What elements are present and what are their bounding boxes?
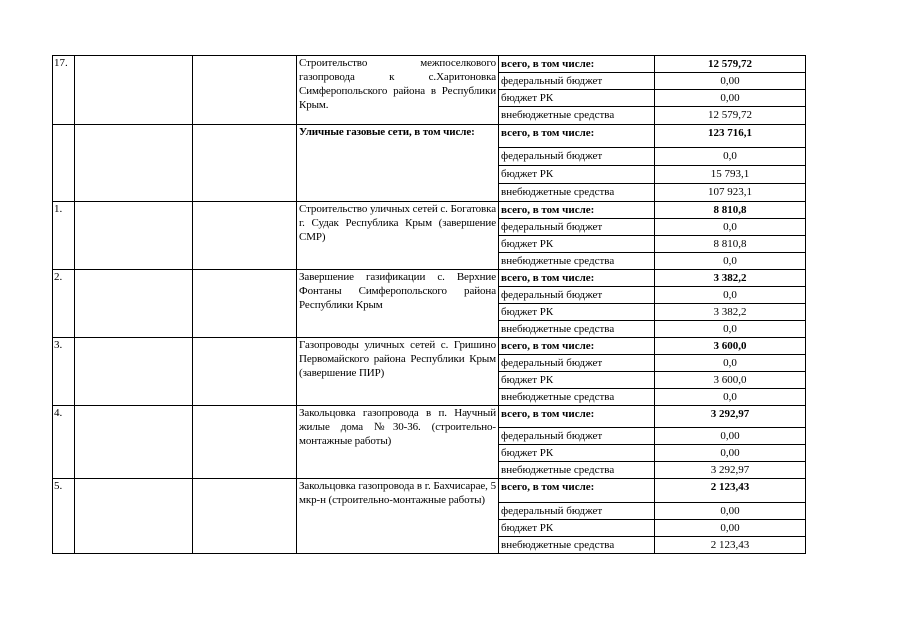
source-value: 0,00 <box>655 520 806 537</box>
source-value: 0,0 <box>655 389 806 406</box>
source-value: 12 579,72 <box>655 107 806 125</box>
source-label: федеральный бюджет <box>499 73 655 90</box>
table-row <box>53 479 806 503</box>
source-value: 0,0 <box>655 253 806 270</box>
total-value: 123 716,1 <box>655 125 806 148</box>
source-label: внебюджетные средства <box>499 321 655 338</box>
table-row <box>53 270 806 287</box>
total-value: 3 600,0 <box>655 338 806 355</box>
source-label: федеральный бюджет <box>499 355 655 372</box>
item-number: 5. <box>53 479 75 554</box>
source-value: 3 292,97 <box>655 462 806 479</box>
total-value: 3 292,97 <box>655 406 806 428</box>
total-label: всего, в том числе: <box>499 406 655 428</box>
source-value: 0,0 <box>655 355 806 372</box>
source-label: федеральный бюджет <box>499 148 655 166</box>
blank-cell <box>75 406 193 479</box>
blank-cell <box>75 56 193 125</box>
source-value: 0,0 <box>655 219 806 236</box>
item-description: Уличные газовые сети, в том числе: <box>297 125 499 202</box>
blank-cell <box>193 270 297 338</box>
total-value: 8 810,8 <box>655 202 806 219</box>
source-label: внебюджетные средства <box>499 389 655 406</box>
source-label: федеральный бюджет <box>499 287 655 304</box>
source-value: 15 793,1 <box>655 166 806 184</box>
total-label: всего, в том числе: <box>499 270 655 287</box>
blank-cell <box>193 479 297 554</box>
blank-cell <box>75 125 193 202</box>
source-label: федеральный бюджет <box>499 428 655 445</box>
source-value: 3 382,2 <box>655 304 806 321</box>
blank-cell <box>75 270 193 338</box>
item-description: Строительство межпоселкового газопровода к с.Харитоновка Симферопольского района в Республики Крым. <box>297 56 499 125</box>
total-label: всего, в том числе: <box>499 56 655 73</box>
source-value: 3 600,0 <box>655 372 806 389</box>
source-label: бюджет РК <box>499 90 655 107</box>
blank-cell <box>75 479 193 554</box>
item-number: 3. <box>53 338 75 406</box>
blank-cell <box>193 56 297 125</box>
source-label: внебюджетные средства <box>499 462 655 479</box>
source-value: 0,0 <box>655 148 806 166</box>
source-label: бюджет РК <box>499 166 655 184</box>
table-row <box>53 56 806 73</box>
source-value: 8 810,8 <box>655 236 806 253</box>
total-value: 12 579,72 <box>655 56 806 73</box>
table-row <box>53 125 806 148</box>
total-label: всего, в том числе: <box>499 125 655 148</box>
source-value: 0,00 <box>655 428 806 445</box>
total-label: всего, в том числе: <box>499 479 655 503</box>
total-value: 3 382,2 <box>655 270 806 287</box>
source-label: внебюджетные средства <box>499 537 655 554</box>
source-label: внебюджетные средства <box>499 107 655 125</box>
source-value: 2 123,43 <box>655 537 806 554</box>
funding-table <box>52 55 806 554</box>
item-number: 1. <box>53 202 75 270</box>
total-label: всего, в том числе: <box>499 202 655 219</box>
table-row <box>53 202 806 219</box>
source-value: 0,0 <box>655 321 806 338</box>
source-value: 107 923,1 <box>655 184 806 202</box>
source-value: 0,0 <box>655 287 806 304</box>
blank-cell <box>75 338 193 406</box>
item-description: Газопроводы уличных сетей с. Гришино Первомайского района Республики Крым (завершение ПИР) <box>297 338 499 406</box>
total-label: всего, в том числе: <box>499 338 655 355</box>
source-label: бюджет РК <box>499 445 655 462</box>
source-label: федеральный бюджет <box>499 219 655 236</box>
total-value: 2 123,43 <box>655 479 806 503</box>
source-label: бюджет РК <box>499 304 655 321</box>
table-row <box>53 406 806 428</box>
document-page <box>52 55 805 554</box>
item-description: Закольцовка газопровода в г. Бахчисарае, 5 мкр-н (строительно-монтажные работы) <box>297 479 499 554</box>
source-label: бюджет РК <box>499 520 655 537</box>
item-description: Закольцовка газопровода в п. Научный жилые дома №30-36. (строительно-монтажные работы) <box>297 406 499 479</box>
source-value: 0,00 <box>655 73 806 90</box>
blank-cell <box>193 406 297 479</box>
source-value: 0,00 <box>655 90 806 107</box>
item-description: Строительство уличных сетей с. Богатовка г. Судак Республика Крым (завершение СМР) <box>297 202 499 270</box>
item-number: 4. <box>53 406 75 479</box>
table-row <box>53 338 806 355</box>
item-number <box>53 125 75 202</box>
blank-cell <box>193 202 297 270</box>
item-number: 17. <box>53 56 75 125</box>
source-label: внебюджетные средства <box>499 184 655 202</box>
item-description: Завершение газификации с. Верхние Фонтаны Симферопольского района Республики Крым <box>297 270 499 338</box>
source-label: федеральный бюджет <box>499 503 655 520</box>
source-label: внебюджетные средства <box>499 253 655 270</box>
source-value: 0,00 <box>655 445 806 462</box>
blank-cell <box>193 338 297 406</box>
source-label: бюджет РК <box>499 372 655 389</box>
source-value: 0,00 <box>655 503 806 520</box>
item-number: 2. <box>53 270 75 338</box>
blank-cell <box>193 125 297 202</box>
source-label: бюджет РК <box>499 236 655 253</box>
blank-cell <box>75 202 193 270</box>
